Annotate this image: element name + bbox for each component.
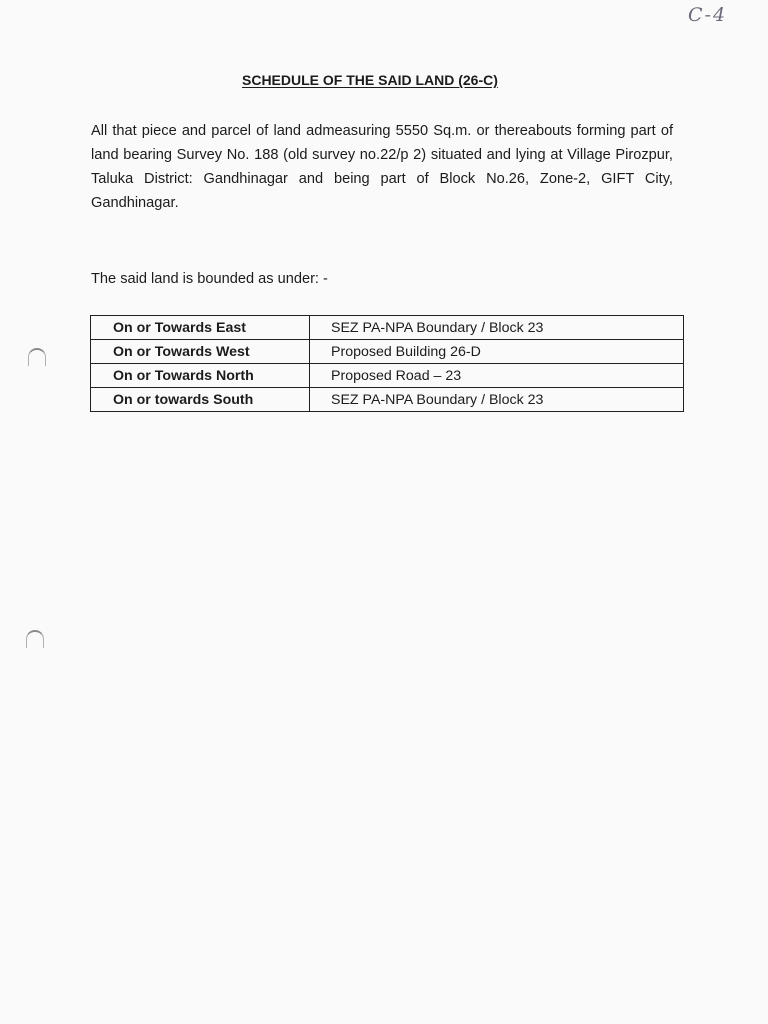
boundary-direction-cell: On or towards South	[91, 388, 310, 412]
boundary-value-cell: SEZ PA-NPA Boundary / Block 23	[310, 388, 684, 412]
handwritten-annotation: C-4	[688, 4, 728, 26]
table-row	[91, 364, 684, 388]
boundary-direction-cell: On or Towards West	[91, 340, 310, 364]
boundary-table	[90, 315, 684, 412]
table-row	[91, 388, 684, 412]
punch-hole-icon	[28, 348, 46, 366]
boundary-value-cell: SEZ PA-NPA Boundary / Block 23	[310, 316, 684, 340]
boundary-value-cell: Proposed Building 26-D	[310, 340, 684, 364]
punch-hole-icon	[26, 630, 44, 648]
boundary-value-cell: Proposed Road – 23	[310, 364, 684, 388]
boundary-intro-text: The said land is bounded as under: -	[91, 271, 328, 287]
boundary-direction-cell: On or Towards North	[91, 364, 310, 388]
document-title: SCHEDULE OF THE SAID LAND (26-C)	[242, 72, 498, 88]
table-row	[91, 316, 684, 340]
land-description-paragraph: All that piece and parcel of land admeasuring 5550 Sq.m. or thereabouts forming part of land bearing Survey No. 188 (old survey no.22/p 2) situated and lying at Village Pirozpur, Taluka District: Gandhinagar and being part of Block No.26, Zone-2, GIFT City, Gandhinagar.	[91, 123, 673, 211]
boundary-direction-cell: On or Towards East	[91, 316, 310, 340]
table-row	[91, 340, 684, 364]
